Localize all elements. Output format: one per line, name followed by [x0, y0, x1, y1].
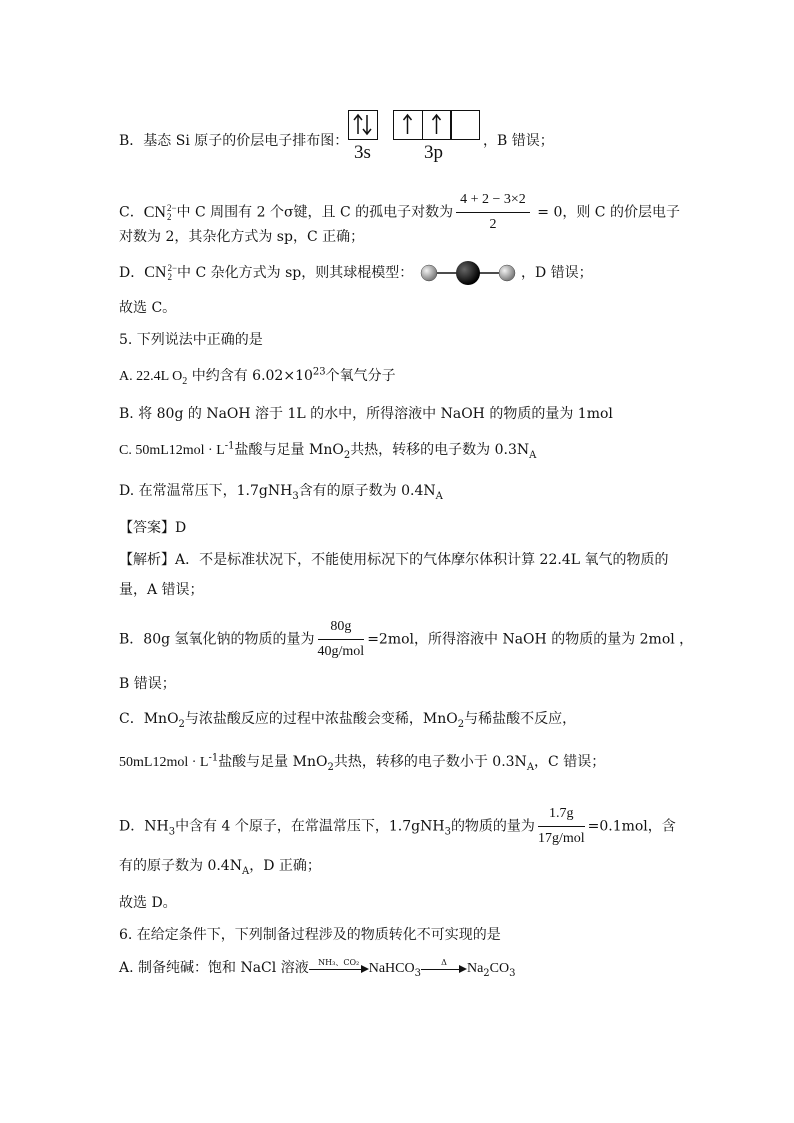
q5-option-d: D. 在常温常压下，1.7gNH$_3$含有的原子数为 $0.4N_A$: [119, 483, 443, 502]
question-6-stem: 6. 在给定条件下，下列制备过程涉及的物质转化不可实现的是: [119, 927, 501, 943]
mass-over-molar-mass-fraction: $\frac{80g}{\text{40g/mol}}$: [317, 619, 365, 659]
carbon-atom: [456, 261, 480, 285]
q5-option-b: B. 将 80g 的 NaOH 溶于 1L 的水中，所得溶液中 NaOH 的物质的量为 1mol: [119, 406, 613, 422]
q6-option-a: A. 制备纯碱：饱和 NaCl 溶液 NH₃、CO₂ NaHCO$_3$ Δ $Na_2CO_3$: [119, 958, 516, 979]
orbital-3s-box: [348, 110, 378, 140]
species-cn2: CN 2− 2: [143, 202, 177, 222]
label-3s: 3s: [354, 142, 371, 163]
q5-analysis-d2: 有的原子数为 $0.4N_A$，D 正确；: [119, 858, 321, 877]
option-c-line2: 对数为 2，其杂化方式为 sp，C 正确；: [119, 229, 365, 245]
option-d-suffix: ，D 错误；: [521, 265, 593, 281]
nitrogen-atom: [421, 265, 437, 281]
paired-electron-arrows-icon: [349, 111, 376, 138]
orbital-3p-box-3: [450, 110, 480, 140]
ball-stick-model: [418, 259, 518, 287]
conclusion-d: 故选 D。: [119, 895, 177, 911]
question-5-stem: 5. 下列说法中正确的是: [119, 332, 263, 348]
option-d-line: D．CN 2− 2 中 C 杂化方式为 sp，则其球棍模型：: [119, 263, 414, 283]
q5-answer: 【答案】D: [119, 520, 187, 536]
nitrogen-atom: [499, 265, 515, 281]
up-arrow-icon: [394, 111, 421, 138]
reaction-arrow-1: NH₃、CO₂: [309, 958, 369, 978]
q5-analysis-b: B．80g 氢氧化钠的物质的量为 $\frac{80g}{\text{40g/mol}}$ =2mol，所得溶液中 NaOH 的物质的量为 2mol ，: [119, 617, 693, 662]
nh3-moles-fraction: $\frac{1.7g}{\text{17g/mol}}$: [537, 806, 585, 846]
conclusion-c: 故选 C。: [119, 300, 177, 316]
q5-analysis-c1: C．MnO$_2$与浓盐酸反应的过程中浓盐酸会变稀，MnO$_2$与稀盐酸不反应，: [119, 711, 577, 730]
q5-analysis-line2: 量，A 错误；: [119, 582, 204, 598]
option-b-suffix: ，B 错误；: [483, 133, 554, 149]
q5-analysis-c2: $50mL12mol \cdot L^{-1}$盐酸与足量 MnO$_2$共热，转移的电子数小于 $0.3N_A$，C 错误；: [119, 752, 606, 773]
reaction-arrow-2: Δ: [421, 958, 467, 978]
label-3p: 3p: [424, 142, 443, 163]
up-arrow-icon: [423, 111, 450, 138]
q5-analysis-d1: D．$NH_3$中含有 4 个原子，在常温常压下，1.7gNH$_3$的物质的量为 $\frac{1.7g}{\text{17g/mol}}$ =0.1mol，含: [119, 804, 676, 849]
option-b-line: [119, 131, 348, 151]
q5-option-c: C. $50mL12mol \cdot L^{-1}$盐酸与足量 MnO$_2$共热，转移的电子数为 $0.3N_A$: [119, 440, 537, 461]
orbital-3p-box-1: [393, 110, 423, 140]
orbital-3p-box-2: [422, 110, 452, 140]
q5-option-a: A. 22.4L $O_2$ 中约含有 $6.02\times 10^{23}$个氧气分子: [119, 366, 396, 387]
q5-analysis-line1: 【解析】A．不是标准状况下，不能使用标况下的气体摩尔体积计算 22.4L 氧气的物质的: [119, 552, 669, 568]
lone-pair-fraction: $\frac{4 + 2 - 3\times 2}{2}$: [456, 190, 530, 235]
option-b-prefix: B．基态 Si 原子的价层电子排布图：: [119, 133, 349, 149]
option-c-line: C．CN 2− 2 中 C 周围有 2 个σ键，且 C 的孤电子对数为 $\frac{4 + 2 - 3\times 2}{2}$ = 0，则 C 的价层电子: [119, 190, 680, 235]
q5-analysis-b2: B 错误；: [119, 676, 176, 692]
